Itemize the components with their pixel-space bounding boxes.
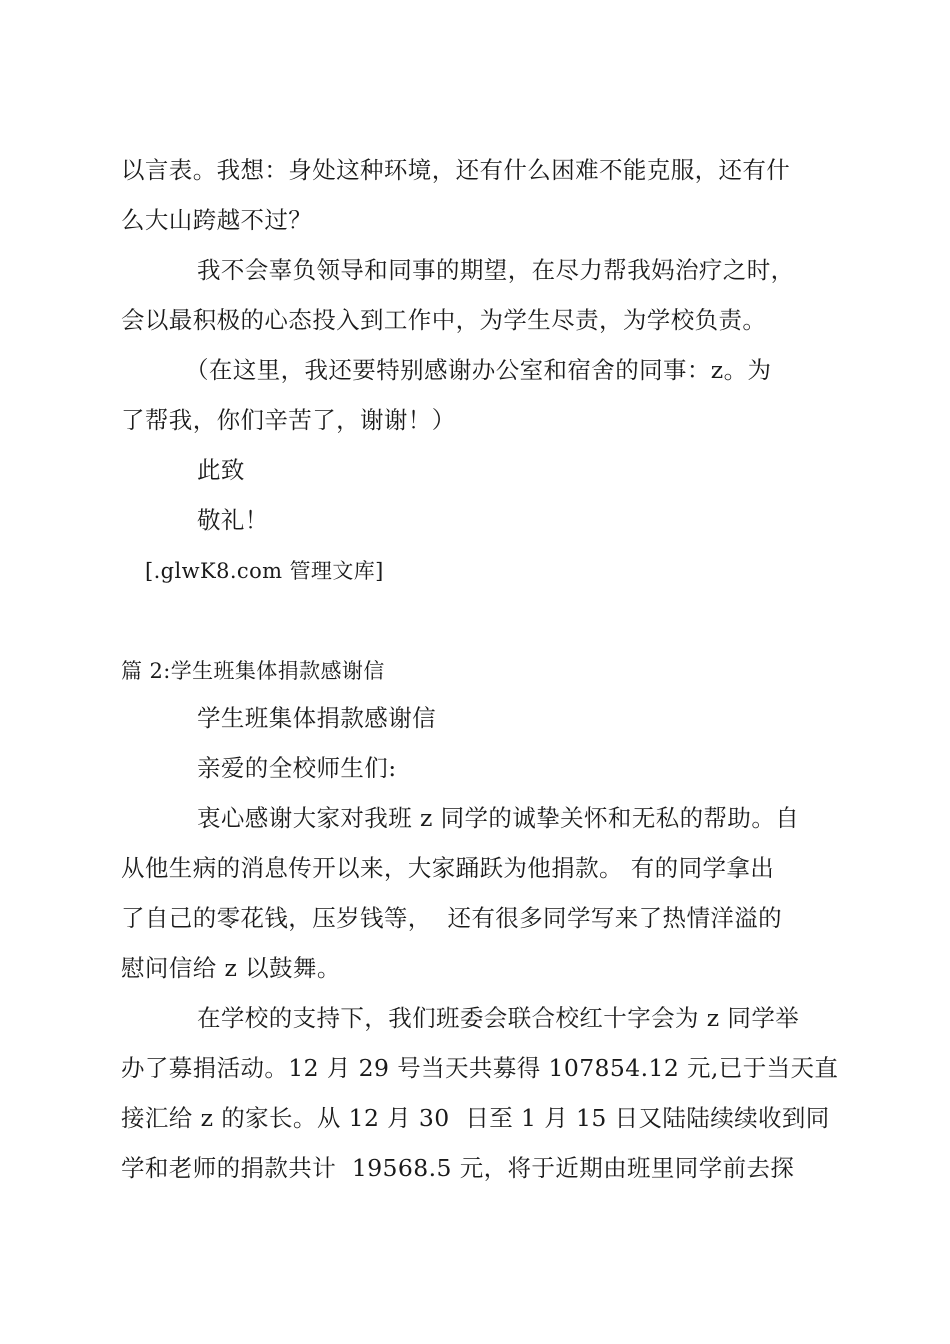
paragraph-line: 接汇给 z 的家长。从 12 月 30 日至 1 月 15 日又陆陆续续收到同 [121, 1104, 830, 1132]
paragraph-line: 慰问信给 z 以鼓舞。 [121, 954, 341, 982]
closing-salutation: 此致 [197, 456, 245, 484]
paragraph-line: 学和老师的捐款共计 19568.5 元，将于近期由班里同学前去探 [121, 1154, 795, 1182]
source-note: [.glwK8.com 管理文库] [145, 559, 384, 583]
paragraph-line: 从他生病的消息传开以来，大家踊跃为他捐款。 有的同学拿出 [121, 854, 775, 882]
paragraph-line: （在这里，我还要特别感谢办公室和宿舍的同事：z。为 [185, 356, 772, 384]
letter-title: 学生班集体捐款感谢信 [197, 704, 436, 732]
paragraph-line: 衷心感谢大家对我班 z 同学的诚挚关怀和无私的帮助。自 [197, 804, 800, 832]
paragraph-line: 在学校的支持下，我们班委会联合校红十字会为 z 同学举 [197, 1004, 800, 1032]
paragraph-line: 了自己的零花钱，压岁钱等， 还有很多同学写来了热情洋溢的 [121, 904, 783, 932]
closing-regards: 敬礼！ [197, 506, 269, 534]
letter-greeting: 亲爱的全校师生们: [197, 754, 397, 782]
section-heading: 篇 2:学生班集体捐款感谢信 [121, 659, 385, 683]
paragraph-line: 会以最积极的心态投入到工作中，为学生尽责，为学校负责。 [121, 306, 767, 334]
paragraph-line: 了帮我，你们辛苦了，谢谢！） [121, 406, 456, 434]
paragraph-line: 么大山跨越不过？ [121, 206, 313, 234]
paragraph-line: 我不会辜负领导和同事的期望，在尽力帮我妈治疗之时， [197, 256, 795, 284]
paragraph-line: 以言表。我想：身处这种环境，还有什么困难不能克服，还有什 [121, 156, 791, 184]
paragraph-line: 办了募捐活动。12 月 29 号当天共募得 107854.12 元,已于当天直 [121, 1054, 839, 1082]
